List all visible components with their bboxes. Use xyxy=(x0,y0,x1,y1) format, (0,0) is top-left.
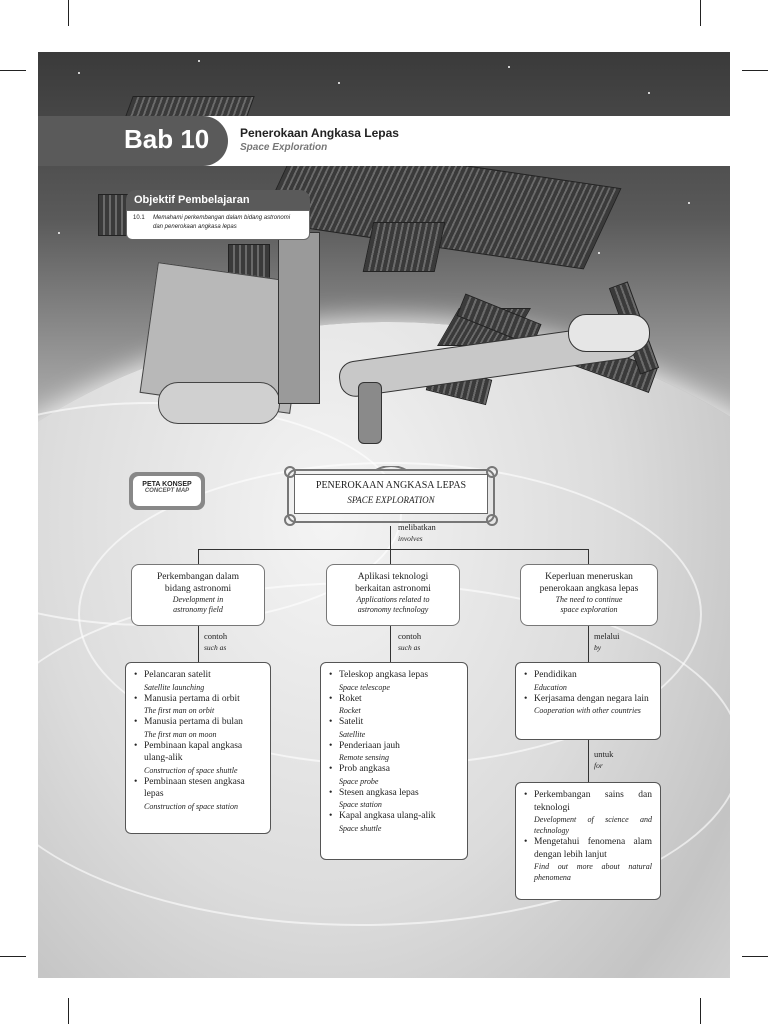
list-item: • Penderiaan jauh Remote sensing xyxy=(329,740,459,764)
chapter-title: Penerokaan Angkasa Lepas xyxy=(240,126,399,140)
list-item: • Mengetahui fenomena alam dengan lebih lanjut Find out more about natural phenomena xyxy=(524,836,652,883)
space-station-illustration xyxy=(38,52,730,472)
list-item: • Satelit Satellite xyxy=(329,716,459,740)
objective-number: 10.1 xyxy=(133,215,145,221)
need-purpose-list xyxy=(515,782,661,900)
crop-mark xyxy=(0,956,26,957)
list-item: • Manusia pertama di orbit The first man on orbit xyxy=(134,693,262,717)
objectives-heading: Objektif Pembelajaran xyxy=(126,190,310,210)
list-item: • Manusia pertama di bulan The first man on moon xyxy=(134,716,262,740)
list-item: • Pembinaan stesen angkasa lepas Construction of space station xyxy=(134,776,262,812)
link-by: melalui by xyxy=(594,631,620,652)
crop-mark xyxy=(700,998,701,1024)
list-item: • Kapal angkasa ulang-alik Space shuttle xyxy=(329,810,459,834)
objectives-box xyxy=(126,210,310,240)
list-item: • Pelancaran satelit Satellite launching xyxy=(134,669,262,693)
concept-map-badge-en: CONCEPT MAP xyxy=(144,488,190,494)
list-item: • Kerjasama dengan negara lain Cooperation with other countries xyxy=(524,693,652,717)
list-item: • Pendidikan Education xyxy=(524,669,652,693)
link-such-as-1: contoh such as xyxy=(204,631,228,652)
crop-mark xyxy=(68,998,69,1024)
concept-map-badge-ms: PETA KONSEP xyxy=(142,481,192,488)
link-for: untuk for xyxy=(594,749,614,770)
branch-node-development: Perkembangan dalam bidang astronomi Development in astronomy field xyxy=(131,564,265,626)
development-examples-list xyxy=(125,662,271,834)
branch-node-need: Keperluan meneruskan penerokaan angkasa lepas The need to continue space exploration xyxy=(520,564,658,626)
objective-text: Memahami perkembangan dalam bidang astronomi dan penerokaan angkasa lepas xyxy=(153,215,291,230)
list-item: • Prob angkasa Space probe xyxy=(329,763,459,787)
chapter-subtitle: Space Exploration xyxy=(240,142,328,153)
link-such-as-2: contoh such as xyxy=(398,631,422,652)
branch-node-applications: Aplikasi teknologi berkaitan astronomi Applications related to astronomy technology xyxy=(326,564,460,626)
main-concept-ms: PENEROKAAN ANGKASA LEPAS xyxy=(315,480,467,491)
crop-mark xyxy=(742,956,768,957)
need-means-list xyxy=(515,662,661,740)
crop-mark xyxy=(742,70,768,71)
list-item: • Roket Rocket xyxy=(329,693,459,717)
main-concept-en: SPACE EXPLORATION xyxy=(347,495,435,505)
list-item: • Pembinaan kapal angkasa ulang-alik Construction of space shuttle xyxy=(134,740,262,776)
concept-map-badge xyxy=(129,472,205,510)
applications-examples-list xyxy=(320,662,468,860)
list-item: • Stesen angkasa lepas Space station xyxy=(329,787,459,811)
chapter-number: Bab 10 xyxy=(124,124,210,154)
list-item: • Teleskop angkasa lepas Space telescope xyxy=(329,669,459,693)
main-concept-node xyxy=(294,474,488,514)
link-involves: melibatkan involves xyxy=(398,522,436,543)
crop-mark xyxy=(0,70,26,71)
textbook-page xyxy=(38,52,730,978)
crop-mark xyxy=(68,0,69,26)
crop-mark xyxy=(700,0,701,26)
list-item: • Perkembangan sains dan teknologi Development of science and technology xyxy=(524,789,652,836)
